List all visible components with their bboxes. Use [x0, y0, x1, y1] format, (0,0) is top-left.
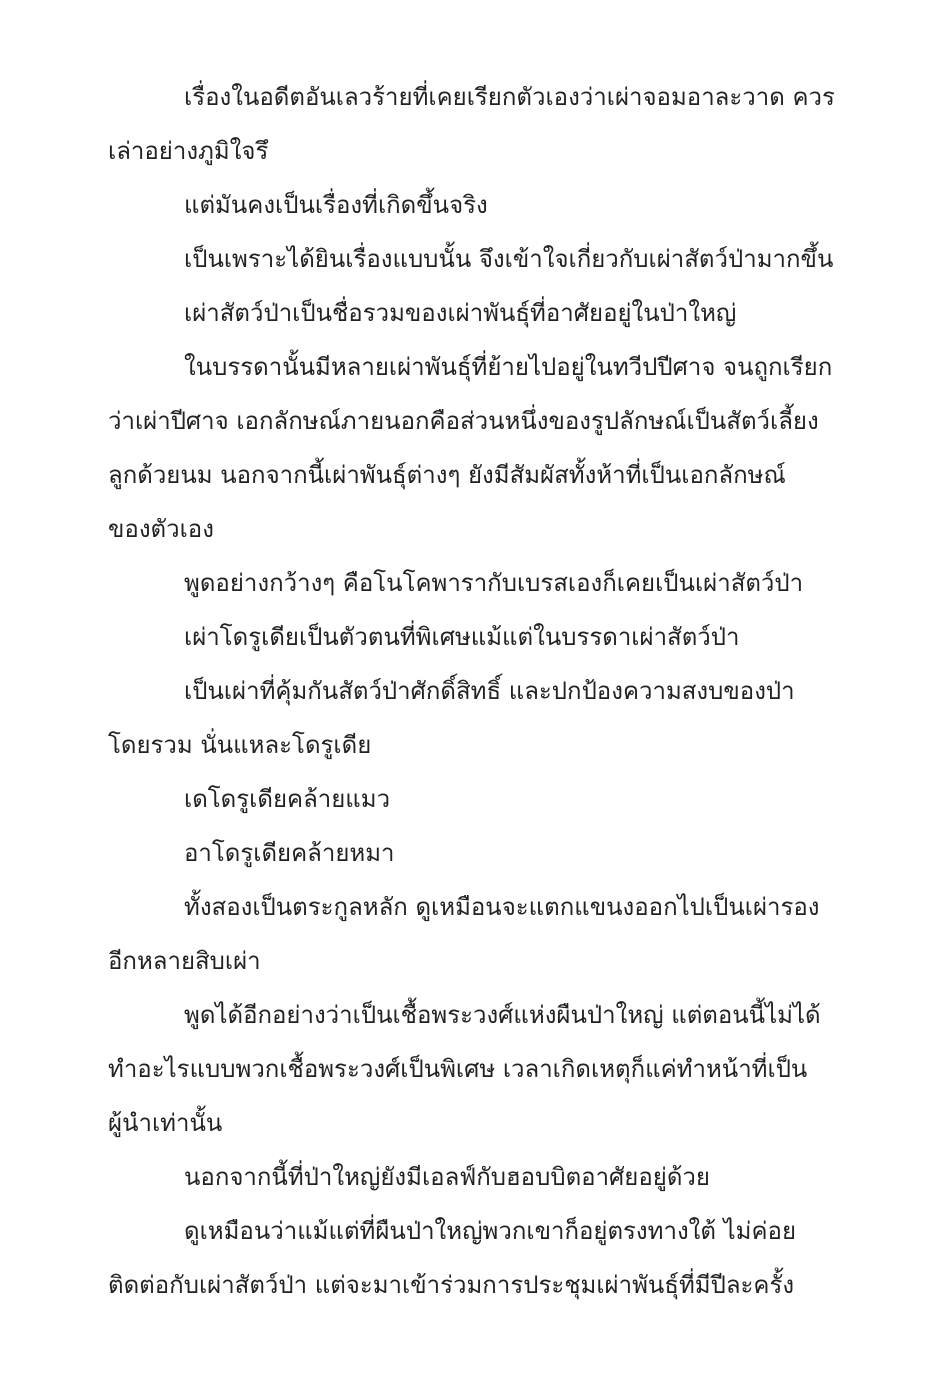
text-line: อาโดรูเดียคล้ายหมา [184, 839, 395, 867]
text-line: แต่มันคงเป็นเรื่องที่เกิดขึ้นจริง [184, 191, 488, 219]
body-text [108, 70, 860, 1312]
text-line: ว่าเผ่าปีศาจ เอกลักษณ์ภายนอกคือส่วนหนึ่งของรูปลักษณ์เป็นสัตว์เลี้ยง [108, 407, 819, 435]
text-line: นอกจากนี้ที่ป่าใหญ่ยังมีเอลฟ์กับฮอบบิตอาศัยอยู่ด้วย [184, 1163, 710, 1191]
text-line: เป็นเพราะได้ยินเรื่องแบบนั้น จึงเข้าใจเกี่ยวกับเผ่าสัตว์ป่ามากขึ้น [184, 245, 834, 273]
text-line: เป็นเผ่าที่คุ้มกันสัตว์ป่าศักดิ์สิทธิ์ และปกป้องความสงบของป่า [184, 677, 795, 705]
text-line: พูดได้อีกอย่างว่าเป็นเชื้อพระวงศ์แห่งผืนป่าใหญ่ แต่ตอนนี้ไม่ได้ [184, 1001, 821, 1029]
paragraph-13 [108, 1150, 860, 1204]
text-line: ผู้นำเท่านั้น [108, 1109, 223, 1137]
text-line: ทำอะไรแบบพวกเชื้อพระวงศ์เป็นพิเศษ เวลาเกิดเหตุก็แค่ทำหน้าที่เป็น [108, 1055, 808, 1083]
text-line: ดูเหมือนว่าแม้แต่ที่ผืนป่าใหญ่พวกเขาก็อยู่ตรงทางใต้ ไม่ค่อย [184, 1217, 797, 1245]
text-line: โดยรวม นั่นแหละโดรูเดีย [108, 731, 372, 759]
text-line: เรื่องในอดีตอันเลวร้ายที่เคยเรียกตัวเองว่าเผ่าจอมอาละวาด ควร [184, 83, 835, 111]
paragraph-3 [108, 232, 860, 286]
paragraph-8 [108, 664, 860, 772]
paragraph-9 [108, 772, 860, 826]
paragraph-12 [108, 988, 860, 1150]
text-line: เล่าอย่างภูมิใจรึ [108, 137, 269, 165]
paragraph-1 [108, 70, 860, 178]
text-line: ติดต่อกับเผ่าสัตว์ป่า แต่จะมาเข้าร่วมการประชุมเผ่าพันธุ์ที่มีปีละครั้ง [108, 1271, 795, 1299]
paragraph-2 [108, 178, 860, 232]
text-line: ลูกด้วยนม นอกจากนี้เผ่าพันธุ์ต่างๆ ยังมีสัมผัสทั้งห้าที่เป็นเอกลักษณ์ [108, 461, 786, 489]
text-line: เดโดรูเดียคล้ายแมว [184, 785, 391, 813]
paragraph-11 [108, 880, 860, 988]
text-line: ทั้งสองเป็นตระกูลหลัก ดูเหมือนจะแตกแขนงออกไปเป็นเผ่ารอง [184, 893, 820, 921]
paragraph-14 [108, 1204, 860, 1312]
paragraph-10 [108, 826, 860, 880]
paragraph-4 [108, 286, 860, 340]
text-line: อีกหลายสิบเผ่า [108, 947, 261, 975]
paragraph-6 [108, 556, 860, 610]
text-line: ในบรรดานั้นมีหลายเผ่าพันธุ์ที่ย้ายไปอยู่ในทวีปปีศาจ จนถูกเรียก [184, 353, 833, 381]
text-line: พูดอย่างกว้างๆ คือโนโคพารากับเบรสเองก็เคยเป็นเผ่าสัตว์ป่า [184, 569, 804, 597]
text-line: เผ่าสัตว์ป่าเป็นชื่อรวมของเผ่าพันธุ์ที่อาศัยอยู่ในป่าใหญ่ [184, 299, 737, 327]
paragraph-7 [108, 610, 860, 664]
text-line: เผ่าโดรูเดียเป็นตัวตนที่พิเศษแม้แต่ในบรรดาเผ่าสัตว์ป่า [184, 623, 740, 651]
text-line: ของตัวเอง [108, 515, 214, 543]
paragraph-5 [108, 340, 860, 556]
